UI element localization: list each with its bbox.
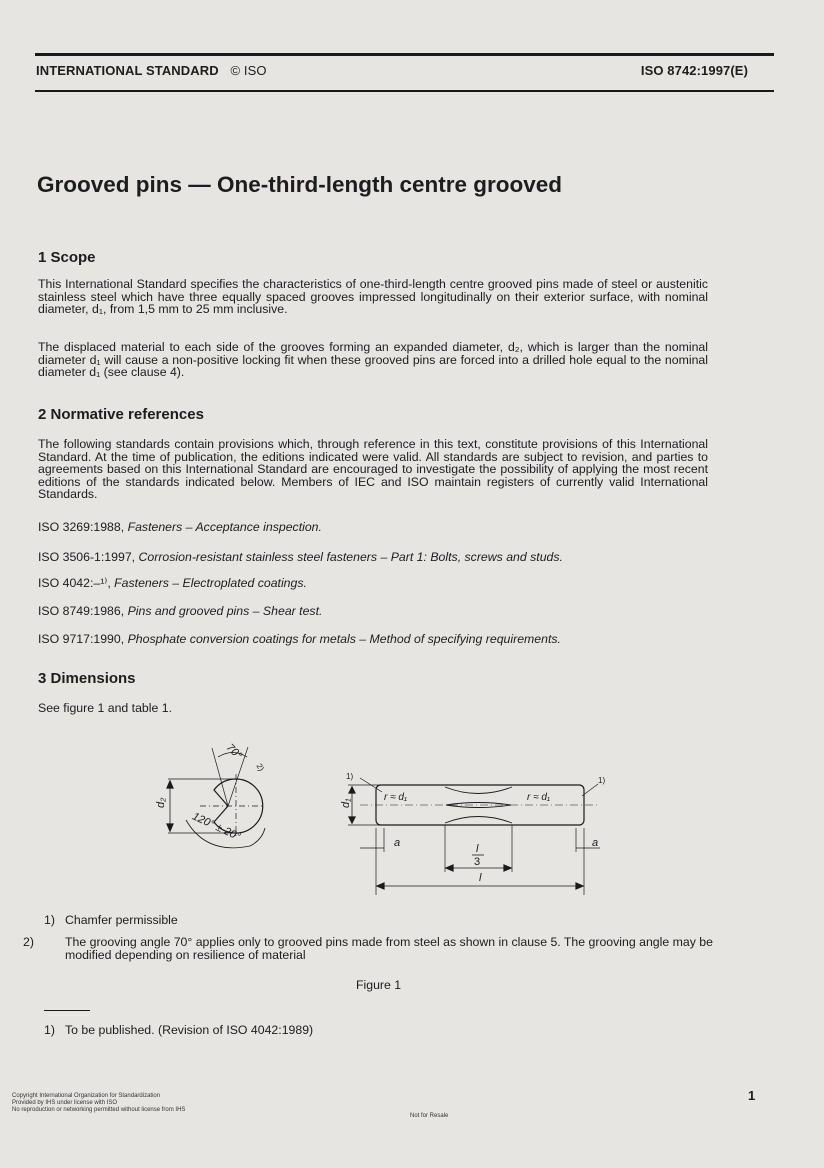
reference-code: ISO 4042:–¹⁾, <box>38 576 111 590</box>
reference-item <box>38 576 307 590</box>
label-groove-angle-note: 2) <box>254 762 266 773</box>
label-d1: d₁ <box>340 798 352 808</box>
footnote-number: 1) <box>44 1023 55 1037</box>
header-copyright: © ISO <box>230 63 267 78</box>
header-bottom-rule <box>35 90 774 92</box>
reference-item <box>38 604 322 618</box>
footer-not-for-resale: Not for Resale <box>410 1113 449 1119</box>
footer-copyright-line: Copyright International Organization for Standardization <box>12 1093 161 1099</box>
figure-note <box>44 914 178 927</box>
section-1-heading: 1 Scope <box>38 249 96 266</box>
scope-paragraph-2: The displaced material to each side of the grooves forming an expanded diameter, d₂, which is larger than the nominal diameter d₁ will cause a non-positive locking fit when these grooved pins are forced into a drilled hole equal to the nominal diameter d₁ (see clause 4). <box>38 340 708 379</box>
figure-1-drawing <box>130 735 630 895</box>
reference-code: ISO 8749:1986, <box>38 604 125 618</box>
footer-copyright-line: No reproduction or networking permitted without license from IHS <box>12 1107 186 1113</box>
label-radius-left: r ≈ d₁ <box>384 792 408 803</box>
label-l-third-denominator: 3 <box>474 856 481 868</box>
reference-title: Pins and grooved pins – Shear test. <box>127 604 323 618</box>
header-top-rule <box>35 53 774 56</box>
figure-note-number: 2) <box>23 935 34 949</box>
label-l: l <box>479 872 482 884</box>
references-paragraph: The following standards contain provisions which, through reference in this text, constitute provisions of this International Standard. At the time of publication, the editions indicated were valid. All standards are subject to revision, and parties to agreements based on this International Standard are encouraged to investigate the possibility of applying the most recent editions of the standards indicated below. Members of IEC and ISO maintain registers of currently valid International Standards. <box>38 437 708 501</box>
standard-number: ISO 8742:1997(E) <box>640 63 748 78</box>
footnote <box>44 1024 313 1037</box>
label-d2: d₂ <box>155 797 167 808</box>
header-left <box>36 63 267 78</box>
section-2-heading: 2 Normative references <box>38 406 204 423</box>
header-label: INTERNATIONAL STANDARD <box>36 63 219 78</box>
reference-title: Fasteners – Acceptance inspection. <box>127 520 322 534</box>
figure-note-text: Chamfer permissible <box>65 913 178 927</box>
figure-caption: Figure 1 <box>356 978 402 992</box>
label-groove-angle: 70° <box>223 741 245 762</box>
page-number: 1 <box>748 1088 756 1103</box>
reference-item <box>38 632 561 646</box>
dimensions-paragraph: See figure 1 and table 1. <box>38 701 172 715</box>
document-title: Grooved pins — One-third-length centre grooved <box>37 172 563 197</box>
footer-copyright-line: Provided by IHS under license with ISO <box>12 1100 118 1106</box>
label-spacing-angle: 120° ± 20° <box>190 810 243 844</box>
section-3-heading: 3 Dimensions <box>38 670 136 687</box>
reference-title: Corrosion-resistant stainless steel fasteners – Part 1: Bolts, screws and studs. <box>138 550 563 564</box>
footnote-rule <box>44 1010 90 1011</box>
reference-code: ISO 3269:1988, <box>38 520 125 534</box>
label-chamfer-note-right: 1) <box>598 776 606 785</box>
scope-paragraph-1: This International Standard specifies the characteristics of one-third-length centre grooved pins made of steel or austenitic stainless steel which have three equally spaced grooves impressed longitudinally on their exterior surface, with nominal diameter, d₁, from 1,5 mm to 25 mm inclusive. <box>38 277 708 316</box>
footer-copyright <box>12 1093 185 1114</box>
label-radius-right: r ≈ d₁ <box>527 792 551 803</box>
reference-code: ISO 3506-1:1997, <box>38 550 136 564</box>
figure-note-text: The grooving angle 70° applies only to grooved pins made from steel as shown in clause 5. The grooving angle may be modified depending on resilience of material <box>65 935 713 962</box>
reference-item <box>38 520 322 534</box>
label-a-left: a <box>394 837 401 849</box>
reference-title: Phosphate conversion coatings for metals – Method of specifying requirements. <box>127 632 561 646</box>
figure-note <box>23 935 737 962</box>
figure-note-number: 1) <box>44 913 55 927</box>
label-l-third-numerator: l <box>476 843 479 855</box>
reference-code: ISO 9717:1990, <box>38 632 125 646</box>
reference-item <box>38 550 563 564</box>
label-chamfer-note-left: 1) <box>346 772 354 781</box>
footnote-text: To be published. (Revision of ISO 4042:1989) <box>65 1023 314 1037</box>
reference-title: Fasteners – Electroplated coatings. <box>114 576 307 590</box>
label-a-right: a <box>592 837 599 849</box>
